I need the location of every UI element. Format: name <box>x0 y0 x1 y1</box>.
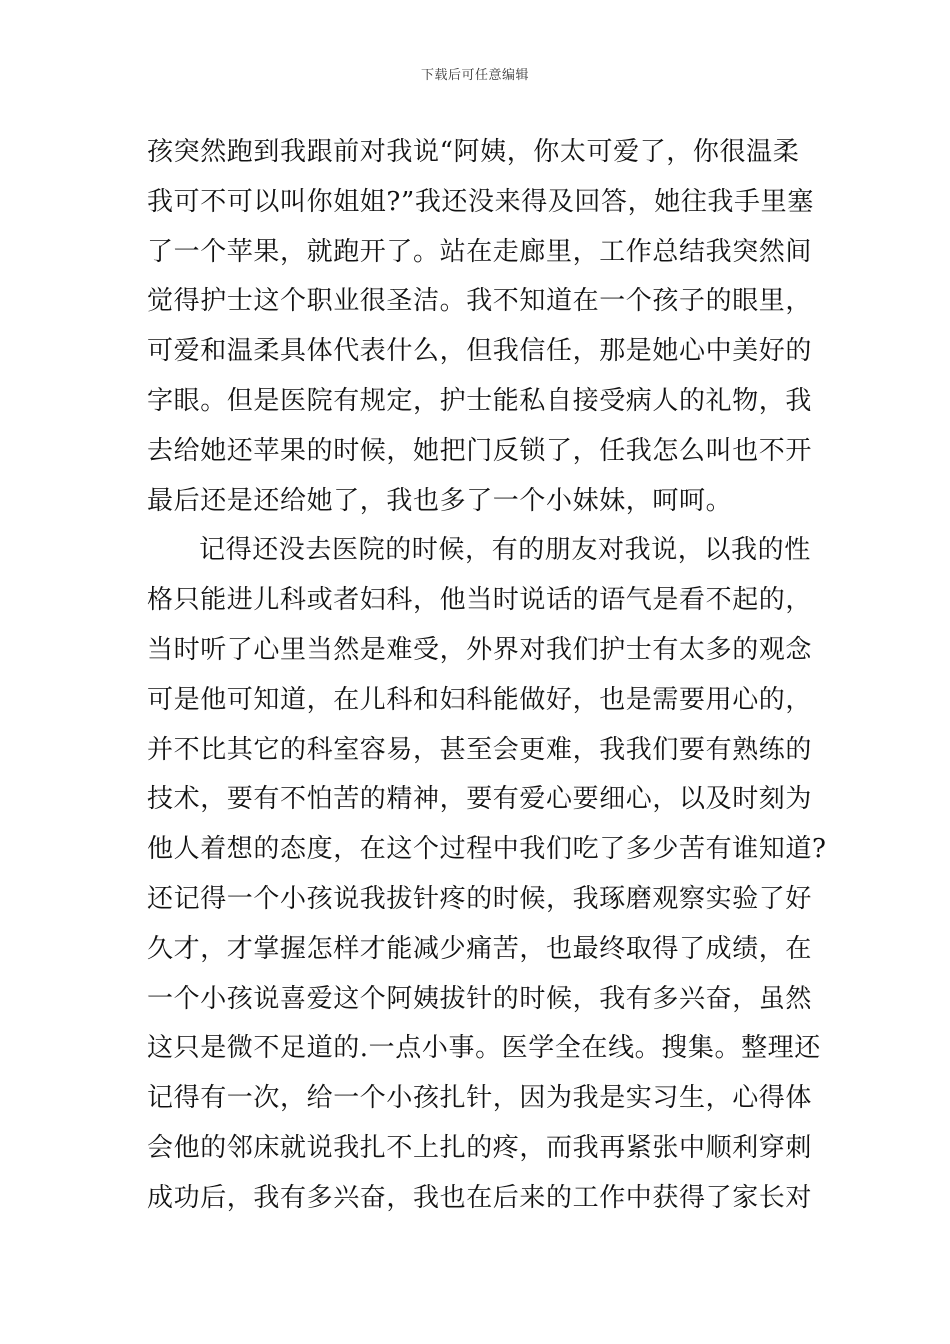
document-body <box>147 128 827 1224</box>
text-line: 格只能进儿科或者妇科，他当时说话的语气是看不起的， <box>147 585 813 616</box>
text-line: 记得有一次，给一个小孩扎针，因为我是实习生，心得体 <box>147 1083 813 1114</box>
text-line: 了一个苹果，就跑开了。站在走廊里，工作总结我突然间 <box>147 236 813 267</box>
text-line: 还记得一个小孩说我拔针疼的时候，我琢磨观察实验了好 <box>147 883 813 914</box>
text-line: 我可不可以叫你姐姐?”我还没来得及回答，她往我手里塞 <box>147 186 814 217</box>
text-line: 觉得护士这个职业很圣洁。我不知道在一个孩子的眼里， <box>147 286 813 317</box>
text-line: 最后还是还给她了，我也多了一个小妹妹，呵呵。 <box>147 485 733 516</box>
paragraph-start-line: 记得还没去医院的时候，有的朋友对我说，以我的性 <box>199 535 811 566</box>
text-line: 一个小孩说喜爱这个阿姨拔针的时候，我有多兴奋，虽然 <box>147 983 813 1014</box>
text-line: 会他的邻床就说我扎不上扎的疼，而我再紧张中顺利穿刺 <box>147 1132 813 1163</box>
text-line: 可爱和温柔具体代表什么，但我信任，那是她心中美好的 <box>147 336 813 367</box>
text-line: 孩突然跑到我跟前对我说“阿姨，你太可爱了，你很温柔 <box>147 137 800 167</box>
text-line: 去给她还苹果的时候，她把门反锁了，任我怎么叫也不开 <box>147 435 813 466</box>
text-line: 这只是微不足道的.一点小事。医学全在线。搜集。整理还 <box>147 1033 821 1064</box>
text-line: 技术，要有不怕苦的精神，要有爱心要细心，以及时刻为 <box>147 784 813 815</box>
text-line: 成功后，我有多兴奋，我也在后来的工作中获得了家长对 <box>147 1182 813 1213</box>
page-header: 下载后可任意编辑 <box>420 68 529 83</box>
text-line: 并不比其它的科室容易，甚至会更难，我我们要有熟练的 <box>147 734 813 765</box>
text-line: 当时听了心里当然是难受，外界对我们护士有太多的观念 <box>147 634 813 665</box>
text-line: 久才，才掌握怎样才能减少痛苦，也最终取得了成绩，在 <box>147 933 813 964</box>
text-line: 可是他可知道，在儿科和妇科能做好，也是需要用心的， <box>147 684 813 715</box>
text-line: 他人着想的态度，在这个过程中我们吃了多少苦有谁知道? <box>147 834 827 865</box>
text-line: 字眼。但是医院有规定，护士能私自接受病人的礼物，我 <box>147 385 813 416</box>
